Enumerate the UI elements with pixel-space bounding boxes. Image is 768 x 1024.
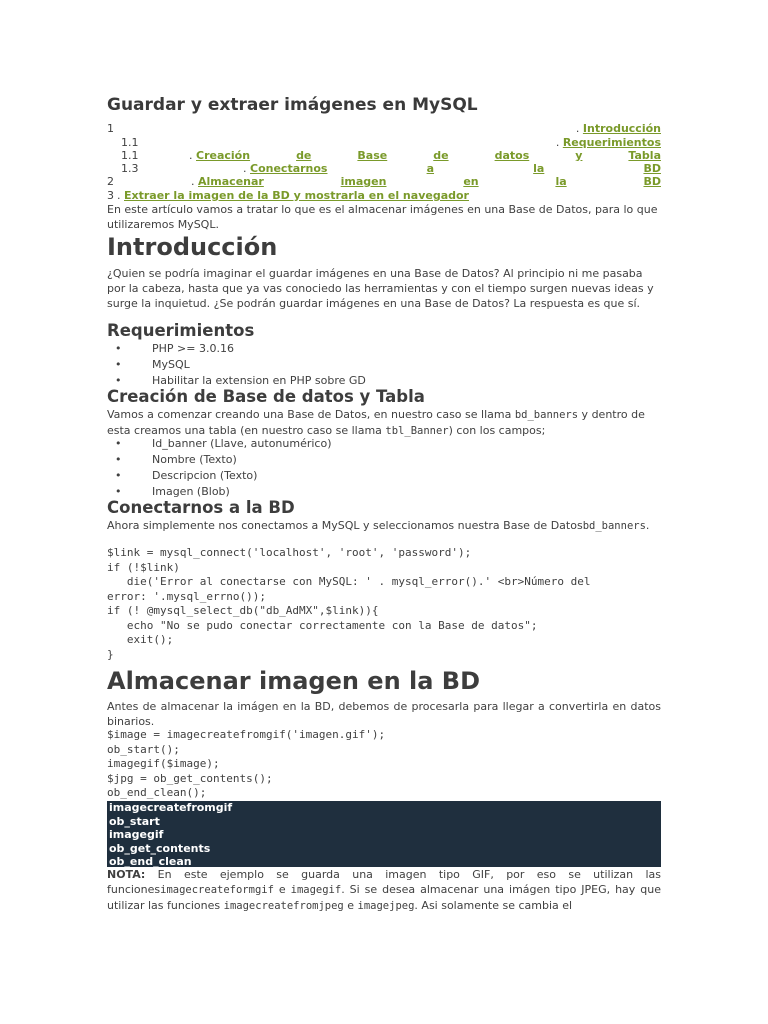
heading-introduccion: Introducción	[107, 233, 278, 261]
toc-entry-1[interactable]: 1 . Introducción	[107, 122, 661, 135]
heading-creacion: Creación de Base de datos y Tabla	[107, 387, 425, 406]
toc-number: 1	[107, 122, 114, 135]
toc-link-conectarnos[interactable]: . Conectarnos a la BD	[243, 162, 661, 175]
toc-number: 3	[107, 189, 114, 202]
heading-requerimientos: Requerimientos	[107, 321, 255, 340]
toc-link-introduccion[interactable]: Introducción	[582, 122, 661, 135]
nota-paragraph: NOTA: En este ejemplo se guarda una imagen tipo GIF, por eso se utilizan las funcionesimagecreateformgif e imagegif. Si se desea almacenar una imágen tipo JPEG, hay que utilizar las funciones imagecreatefromjpeg e imagejpeg. Asi solamente se cambia el	[107, 868, 661, 912]
code-block-connect: $link = mysql_connect('localhost', 'root', 'password'); if (!$link) die('Error al conectarse con MySQL: ' . mysql_error().' <br>Número del error: '.mysql_errno()); if (! @mysql_select_db("db_AdMX",$link)){ echo "No se pudo conectar correctamente con la Base de datos"; exit(); }	[107, 546, 591, 661]
list-item: • Id_banner (Llave, autonumérico)	[107, 436, 332, 451]
toc-link-extraer[interactable]: Extraer la imagen de la BD y mostrarla en el navegador	[124, 189, 469, 202]
function-name: imagecreatefromgif	[109, 801, 233, 814]
function-name: ob_start	[109, 814, 160, 828]
bullet-icon: •	[115, 437, 122, 450]
heading-conectarnos: Conectarnos a la BD	[107, 498, 295, 517]
functions-highlight-box	[107, 801, 661, 867]
toc-entry-2[interactable]	[107, 175, 661, 189]
list-item: • MySQL	[107, 357, 190, 372]
almacenar-text: Antes de almacenar la imágen en la BD, debemos de procesarla para llegar a convertirla en datos binarios.	[107, 700, 661, 728]
bullet-icon: •	[115, 485, 122, 498]
toc-number: 1.1	[121, 136, 139, 149]
bullet-icon: •	[115, 374, 122, 387]
toc-link-requerimientos[interactable]: Requerimientos	[562, 136, 661, 149]
creacion-text: Vamos a comenzar creando una Base de Datos, en nuestro caso se llama bd_banners y dentro de esta creamos una tabla (en nuestro caso se llama tbl_Banner) con los campos;	[107, 408, 645, 437]
toc-number: 1.3	[121, 162, 139, 175]
bullet-icon: •	[115, 358, 122, 371]
toc-link-creacion[interactable]: . Creación de Base de datos y Tabla	[189, 149, 661, 162]
intro-paragraph: En este artículo vamos a tratar lo que es el almacenar imágenes en una Base de Datos, para lo que utilizaremos MySQL.	[107, 203, 658, 231]
function-name: imagegif	[109, 828, 164, 841]
bullet-icon: •	[115, 342, 122, 355]
code-block-image: $image = imagecreatefromgif('imagen.gif'); ob_start(); imagegif($image); $jpg = ob_get_contents(); ob_end_clean();	[107, 728, 386, 799]
list-item: • Imagen (Blob)	[107, 484, 230, 499]
list-item: • Habilitar la extension en PHP sobre GD	[107, 373, 366, 388]
toc-link-almacenar[interactable]: . Almacenar imagen en la BD	[191, 175, 661, 188]
bullet-icon: •	[115, 453, 122, 466]
conectarnos-text: Ahora simplemente nos conectamos a MySQL y seleccionamos nuestra Base de Datosbd_banners.	[107, 519, 650, 532]
introduccion-text: ¿Quien se podría imaginar el guardar imágenes en una Base de Datos? Al principio ni me pasaba por la cabeza, hasta que ya vas conociedo las herramientas y con el tiempo surgen nuevas ideas y surge la inquietud. ¿Se podrán guardar imágenes en una Base de Datos? La respuesta es que sí.	[107, 267, 654, 310]
toc-entry-3[interactable]: 3 . Extraer la imagen de la BD y mostrarla en el navegador	[107, 189, 469, 202]
toc-entry-1-3[interactable]	[107, 162, 661, 176]
bullet-icon: •	[115, 469, 122, 482]
list-item: • Nombre (Texto)	[107, 452, 237, 467]
heading-almacenar: Almacenar imagen en la BD	[107, 667, 481, 695]
toc-entry-1-2[interactable]	[107, 149, 661, 163]
list-item: • PHP >= 3.0.16	[107, 341, 234, 356]
function-name: ob_end_clean	[109, 855, 192, 868]
page-title: Guardar y extraer imágenes en MySQL	[107, 95, 478, 115]
function-name: ob_get_contents	[109, 841, 211, 855]
toc-number: 1.1	[121, 149, 139, 162]
list-item: • Descripcion (Texto)	[107, 468, 257, 483]
toc-number: 2	[107, 175, 114, 188]
toc-entry-1-1[interactable]: 1.1 . Requerimientos	[121, 136, 661, 149]
